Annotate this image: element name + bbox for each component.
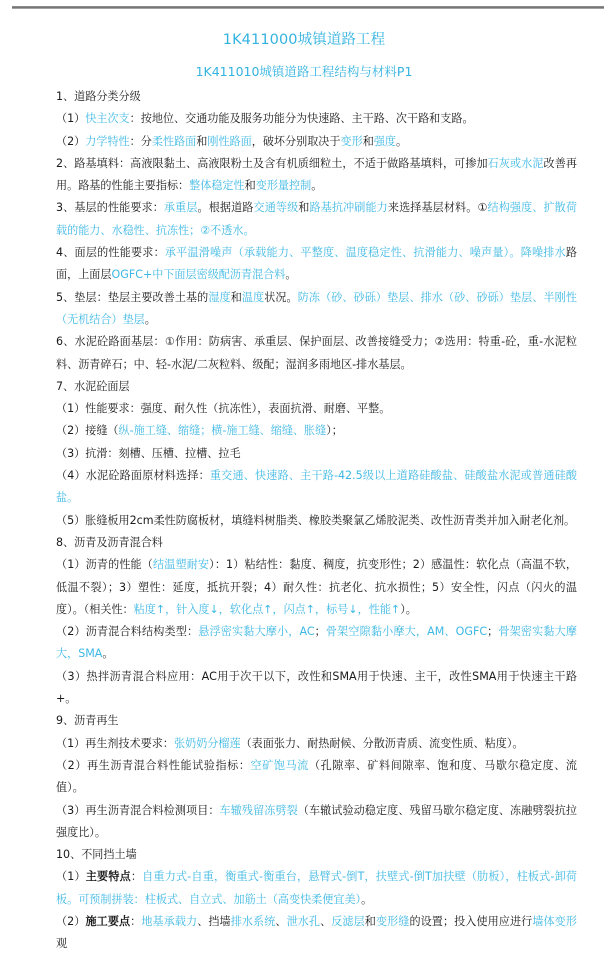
text-run: （车辙试验动稳定度、残留马歇尔稳定度、冻融劈裂抗拉强度比）。 bbox=[56, 803, 577, 839]
text-run: 改善再用。路基的性能主要指标： bbox=[56, 156, 577, 193]
subsection-paragraph bbox=[32, 398, 577, 420]
text-run: （2）接缝（ bbox=[56, 424, 119, 438]
document-body bbox=[32, 86, 577, 956]
highlighted-text: 交通等级 bbox=[253, 201, 299, 215]
bold-text: 施工要点 bbox=[85, 914, 131, 928]
text-run: 。 bbox=[311, 179, 323, 193]
text-run: （1）性能要求：强度、耐久性（抗冻性），表面抗滑、耐磨、平整。 bbox=[56, 402, 391, 416]
text-run: （2）沥青混合料结构类型： bbox=[56, 625, 199, 639]
highlighted-text: 排水系统 bbox=[230, 914, 276, 928]
text-run: 6、水泥砼路面基层：①作用：防病害、承重层、保护面层、改善接缝受力；②选用：特重-砼，重-水泥粒料、沥青碎石；中、轻-水泥/二灰粒料、级配；湿润多雨地区-排水基层。 bbox=[56, 335, 577, 371]
text-run: 。 bbox=[396, 134, 408, 148]
text-run: （2）再生沥青混合料性能试验指标： bbox=[56, 758, 251, 772]
text-run: （3）抗滑：刻槽、压槽、拉槽、拉毛 bbox=[56, 446, 241, 460]
document-title: 1K411000城镇道路工程 bbox=[222, 32, 386, 48]
text-run: 。 bbox=[361, 892, 373, 906]
text-run: ： bbox=[130, 914, 142, 928]
text-run: （1）再生剂技术要求： bbox=[56, 736, 174, 750]
text-run: ； bbox=[487, 625, 499, 639]
highlighted-text: 泄水孔 bbox=[286, 914, 321, 928]
subsection-paragraph bbox=[32, 733, 577, 755]
subsection-paragraph bbox=[32, 510, 577, 532]
text-run: （孔隙率、矿料间隙率、饱和度、马歇尔稳定度、流值）。 bbox=[56, 758, 577, 795]
text-run: （2） bbox=[56, 914, 86, 928]
highlighted-text: 结构强度、扩散荷载的能力、水稳性、抗冻性；②不透水。 bbox=[56, 201, 577, 237]
text-run: 7、水泥砼面层 bbox=[56, 379, 130, 393]
highlighted-text: 骨架密实黏大摩大，SMA bbox=[56, 625, 577, 661]
highlighted-text: OGFC+中下面层密级配沥青混合料 bbox=[111, 268, 286, 282]
highlighted-text: 重交通、快速路、主干路-42.5级以上道路硅酸盐、硅酸盐水泥或普通硅酸盐。 bbox=[56, 469, 577, 505]
text-run: （3）再生沥青混合料检测项目： bbox=[56, 803, 220, 817]
text-run: 10、不同挡土墙 bbox=[56, 848, 137, 862]
highlighted-text: 整体稳定性 bbox=[189, 179, 245, 193]
text-run: 和 bbox=[364, 914, 376, 928]
highlighted-text: 力学特性 bbox=[85, 134, 130, 148]
highlighted-text: 骨架空隙黏小摩大，AM、OGFC bbox=[325, 625, 488, 639]
text-run: ：分 bbox=[129, 134, 152, 148]
text-run: 。 bbox=[102, 647, 114, 661]
bold-text: 主要特点 bbox=[85, 870, 131, 884]
section-paragraph bbox=[32, 197, 577, 242]
text-run: 的设置；投入使用应进行 bbox=[409, 914, 533, 928]
text-run: 。 bbox=[285, 268, 297, 282]
highlighted-text: 墙体变形 bbox=[532, 914, 577, 928]
text-run: 观 bbox=[56, 937, 68, 951]
text-run: 、 bbox=[275, 914, 287, 928]
text-run: 1、道路分类分级 bbox=[56, 90, 141, 103]
highlighted-text: 湿度 bbox=[208, 290, 231, 304]
highlighted-text: 强度 bbox=[373, 134, 397, 148]
highlighted-text: 防冻（砂、砂砾）垫层、排水（砂、砂砾）垫层、半刚性（无机结合）垫层 bbox=[56, 290, 577, 326]
text-run: 8、沥青及沥青混合料 bbox=[56, 535, 163, 549]
subsection-paragraph bbox=[32, 420, 577, 442]
section-paragraph bbox=[32, 844, 577, 866]
section-paragraph bbox=[32, 86, 577, 108]
highlighted-text: 变形量控制 bbox=[255, 179, 312, 193]
text-run: 。根据道路 bbox=[197, 201, 254, 215]
text-run: ）。 bbox=[400, 602, 417, 616]
section-paragraph bbox=[32, 331, 577, 376]
highlighted-text: 变形 bbox=[340, 134, 363, 148]
highlighted-text: 石灰或水泥 bbox=[487, 156, 544, 170]
subsection-paragraph bbox=[32, 554, 577, 621]
text-run: 、挡墙 bbox=[197, 914, 231, 928]
text-run: 5、垫层：垫层主要改善土基的 bbox=[56, 290, 209, 304]
section-paragraph bbox=[32, 242, 577, 287]
text-run: （表面张力、耐热耐候、分散沥青质、流变性质、粘度）。 bbox=[240, 736, 524, 750]
text-run: 路面，上面层 bbox=[56, 246, 577, 282]
text-run: ； bbox=[314, 625, 326, 639]
text-run: 2、路基填料：高液限黏土、高液限粉土及含有机质细粒土，不适于做路基填料，可掺加 bbox=[56, 156, 488, 170]
subsection-paragraph bbox=[32, 866, 577, 911]
text-run: ）； bbox=[326, 424, 343, 438]
text-run: ，破坏分别取决于 bbox=[251, 134, 341, 148]
highlighted-text: 自重力式-自重，衡重式-衡重台，悬臂式-倒T，扶壁式-倒T加扶壁（肋板），柱板式-卸荷板。可预制拼装：柱板式、自立式、加筋土（高变快柔便宜美） bbox=[56, 870, 577, 906]
highlighted-text: 快主次支 bbox=[85, 112, 130, 126]
subsection-paragraph bbox=[32, 108, 577, 130]
highlighted-text: 温度 bbox=[241, 290, 265, 304]
text-run: 和 bbox=[298, 201, 310, 215]
text-run: 来选择基层材料。① bbox=[387, 201, 488, 215]
subsection-paragraph bbox=[32, 131, 577, 153]
text-run: ）：1）粘结性：黏度、稠度，抗变形性；2）感温性：软化点（高温不软，低温不裂）；3）塑性：延度，抵抗开裂；4）耐久性：抗老化、抗水损性；5）安全性，闪点（闪火的温度）。（相关性： bbox=[56, 558, 577, 616]
text-run: 、 bbox=[320, 914, 332, 928]
highlighted-text: 路基抗冲刷能力 bbox=[309, 201, 388, 215]
subsection-paragraph bbox=[32, 911, 577, 956]
text-run: ：按地位、交通功能及服务功能分为快速路、主干路、次干路和支路。 bbox=[129, 112, 474, 126]
header-rule bbox=[12, 6, 604, 9]
text-run: 和 bbox=[244, 179, 256, 193]
section-paragraph bbox=[32, 153, 577, 198]
highlighted-text: 张奶奶分榴莲 bbox=[174, 736, 241, 750]
subsection-paragraph bbox=[32, 800, 577, 845]
text-run: 3、基层的性能要求： bbox=[56, 201, 164, 215]
highlighted-text: 粘度↑，针入度↓，软化点↑，闪点↑，标号↓，性能↑ bbox=[133, 602, 401, 616]
highlighted-text: 柔性路面 bbox=[151, 134, 197, 148]
section-paragraph bbox=[32, 376, 577, 398]
highlighted-text: 悬浮密实黏大摩小，AC bbox=[198, 625, 315, 639]
subsection-paragraph bbox=[32, 755, 577, 800]
subsection-paragraph bbox=[32, 443, 577, 465]
text-run: （1）沥青的性能（ bbox=[56, 558, 154, 572]
section-paragraph bbox=[32, 710, 577, 732]
subsection-paragraph bbox=[32, 621, 577, 666]
highlighted-text: 车辙残留冻劈裂 bbox=[219, 803, 298, 817]
section-paragraph bbox=[32, 287, 577, 332]
highlighted-text: 承平温滑噪声（承载能力、平整度、温度稳定性、抗滑能力、噪声量）。降噪排水 bbox=[164, 246, 566, 260]
text-run: 状况。 bbox=[264, 290, 298, 304]
subsection-paragraph bbox=[32, 666, 577, 711]
text-run: （3）热拌沥青混合料应用：AC用于次干以下，改性和SMA用于快速、主干，改性SMA用于快速主干路+。 bbox=[56, 669, 577, 706]
highlighted-text: 地基承载力 bbox=[141, 914, 198, 928]
document-subtitle: 1K411010城镇道路工程结构与材料P1 bbox=[195, 64, 413, 79]
text-run: （1） bbox=[56, 112, 86, 126]
text-run: 和 bbox=[196, 134, 208, 148]
text-run: 9、沥青再生 bbox=[56, 714, 119, 728]
text-run: （4）水泥砼路面原材料选择： bbox=[56, 469, 210, 483]
highlighted-text: 结温塑耐安 bbox=[153, 558, 210, 572]
text-run: （5）胀缝板用2cm柔性防腐板材，填缝料树脂类、橡胶类聚氯乙烯胶泥类、改性沥青类并加入耐老化剂。 bbox=[56, 513, 576, 527]
text-run: ： bbox=[130, 870, 143, 884]
text-run: （1） bbox=[56, 870, 86, 884]
text-run: 和 bbox=[230, 290, 242, 304]
section-paragraph bbox=[32, 532, 577, 554]
text-run: 和 bbox=[362, 134, 374, 148]
highlighted-text: 承重层 bbox=[163, 201, 198, 215]
highlighted-text: 空矿饱马流 bbox=[250, 758, 309, 772]
text-run: 4、面层的性能要求： bbox=[56, 246, 165, 260]
highlighted-text: 变形缝 bbox=[375, 914, 410, 928]
highlighted-text: 刚性路面 bbox=[207, 134, 252, 148]
text-run: （2） bbox=[56, 134, 86, 148]
text-run: 。 bbox=[144, 312, 156, 326]
subsection-paragraph bbox=[32, 465, 577, 510]
highlighted-text: 纵-施工缝、缩缝；横-施工缝、缩缝、胀缝 bbox=[118, 424, 327, 438]
highlighted-text: 反滤层 bbox=[331, 914, 365, 928]
